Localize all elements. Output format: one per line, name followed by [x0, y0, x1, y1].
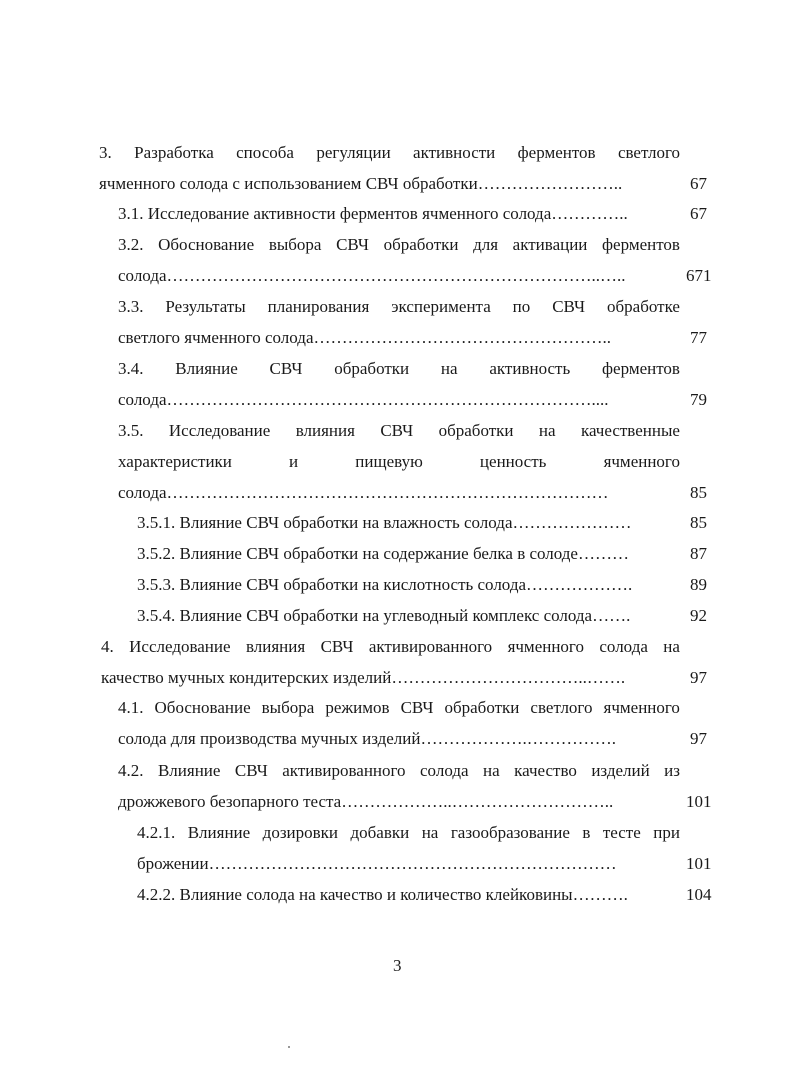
toc-word: на: [440, 359, 458, 378]
toc-entry-3-4-line2: солода…………………………………………………………………....: [118, 390, 609, 409]
toc-word: 3.5.: [118, 421, 144, 440]
toc-entry-4-1-line2: солода для производства мучных изделий……………….…………….: [118, 729, 616, 748]
toc-word: в: [582, 823, 591, 842]
toc-word: характеристики: [118, 452, 232, 471]
toc-word: для: [473, 235, 499, 254]
toc-entry-3-5-1-page: 85: [690, 513, 707, 532]
toc-entry-4-1-line1: [118, 698, 680, 720]
toc-word: ферментов: [602, 235, 680, 254]
toc-word: Разработка: [134, 143, 214, 162]
toc-word: пищевую: [355, 452, 423, 471]
toc-word: ферментов: [602, 359, 680, 378]
toc-word: выбора: [268, 235, 322, 254]
toc-word: СВЧ: [380, 421, 414, 440]
toc-word: Исследование: [168, 421, 271, 440]
toc-word: СВЧ: [552, 297, 586, 316]
toc-word: на: [538, 421, 556, 440]
toc-entry-3-3-line2: светлого ячменного солода……………………………………………..: [118, 328, 611, 347]
toc-entry-3-line2: ячменного солода с использованием СВЧ обработки……………………..: [99, 174, 623, 193]
toc-word: солода: [420, 761, 469, 780]
toc-entry-4-2-page: 101: [686, 792, 712, 811]
toc-word: и: [289, 452, 299, 471]
toc-word: по: [512, 297, 531, 316]
toc-entry-3-5-1: 3.5.1. Влияние СВЧ обработки на влажность солода…………………: [137, 513, 632, 532]
toc-word: Влияние: [175, 359, 238, 378]
toc-entry-4-1-page: 97: [690, 729, 707, 748]
toc-word: 3.2.: [118, 235, 144, 254]
toc-entry-3-3-page: 77: [690, 328, 707, 347]
toc-entry-3-5-4: 3.5.4. Влияние СВЧ обработки на углеводный комплекс солода…….: [137, 606, 631, 625]
toc-entry-3-5-line1: [118, 421, 680, 443]
toc-word: режимов: [325, 698, 390, 717]
toc-word: ячменного: [507, 637, 584, 656]
toc-entry-4-2-1-page: 101: [686, 854, 712, 873]
toc-entry-3-2-page: 671: [686, 266, 712, 285]
toc-word: СВЧ: [269, 359, 303, 378]
toc-entry-4-2-1-line2: брожении………………………………………………………………: [137, 854, 617, 873]
toc-word: из: [664, 761, 680, 780]
toc-word: на: [482, 761, 500, 780]
toc-entry-3-3-line1: [118, 297, 680, 319]
toc-word: ячменного: [603, 452, 680, 471]
toc-word: Исследование: [129, 637, 231, 656]
toc-entry-4-2-2: 4.2.2. Влияние солода на качество и количество клейковины……….: [137, 885, 628, 904]
toc-word: ферментов: [517, 143, 596, 162]
toc-word: дозировки: [262, 823, 339, 842]
toc-word: 3.: [99, 143, 112, 162]
toc-word: газообразование: [450, 823, 570, 842]
toc-word: ячменного: [603, 698, 680, 717]
toc-entry-3-1: 3.1. Исследование активности ферментов ячменного солода…………..: [118, 204, 628, 223]
toc-word: Влияние: [157, 761, 221, 780]
toc-word: светлого: [617, 143, 680, 162]
toc-entry-3-5-3: 3.5.3. Влияние СВЧ обработки на кислотность солода……………….: [137, 575, 633, 594]
toc-entry-4-page: 97: [690, 668, 707, 687]
toc-entry-3-line1: [99, 143, 680, 165]
toc-word: 4.2.: [118, 761, 144, 780]
toc-entry-4-2-line2: дрожжевого безопарного теста………………..………………………..: [118, 792, 614, 811]
toc-word: ценность: [479, 452, 547, 471]
toc-entry-3-5-2: 3.5.2. Влияние СВЧ обработки на содержание белка в солоде………: [137, 544, 629, 563]
toc-entry-3-5-line3: солода……………………………………………………………………: [118, 483, 609, 502]
toc-word: активированного: [282, 761, 406, 780]
toc-word: изделий: [591, 761, 650, 780]
toc-entry-3-5-2-page: 87: [690, 544, 707, 563]
toc-word: Результаты: [165, 297, 246, 316]
toc-word: 4.1.: [118, 698, 144, 717]
toc-word: солода: [599, 637, 648, 656]
toc-entry-3-page: 67: [690, 174, 707, 193]
toc-word: 3.3.: [118, 297, 144, 316]
toc-word: обработке: [607, 297, 680, 316]
toc-word: на: [421, 823, 439, 842]
toc-word: обработки: [334, 359, 410, 378]
toc-entry-3-4-line1: [118, 359, 680, 381]
toc-word: планирования: [267, 297, 370, 316]
toc-word: 4.: [101, 637, 114, 656]
toc-entry-3-5-4-page: 92: [690, 606, 707, 625]
toc-word: тесте: [602, 823, 641, 842]
toc-word: 4.2.1.: [137, 823, 176, 842]
toc-entry-3-4-page: 79: [690, 390, 707, 409]
toc-word: способа: [236, 143, 294, 162]
toc-entry-4-line1: [101, 637, 680, 659]
toc-word: при: [653, 823, 680, 842]
toc-word: СВЧ: [400, 698, 434, 717]
toc-word: влияния: [245, 637, 306, 656]
toc-word: качественные: [580, 421, 680, 440]
toc-word: обработки: [438, 421, 514, 440]
toc-entry-3-1-page: 67: [690, 204, 707, 223]
toc-entry-4-2-2-page: 104: [686, 885, 712, 904]
toc-entry-4-2-line1: [118, 761, 680, 783]
toc-word: обработки: [444, 698, 520, 717]
toc-word: активации: [512, 235, 588, 254]
toc-word: светлого: [530, 698, 593, 717]
toc-word: добавки: [350, 823, 410, 842]
toc-word: СВЧ: [320, 637, 354, 656]
toc-word: активированного: [368, 637, 493, 656]
toc-word: обработки: [383, 235, 459, 254]
toc-entry-3-2-line2: солода…………………………………………………………………..…..: [118, 266, 626, 285]
toc-word: выбора: [261, 698, 315, 717]
toc-word: СВЧ: [336, 235, 369, 254]
toc-word: эксперимента: [391, 297, 491, 316]
toc-word: на: [663, 637, 680, 656]
toc-entry-3-2-line1: [118, 235, 680, 257]
toc-entry-3-5-line2: [118, 452, 680, 474]
toc-entry-3-5-3-page: 89: [690, 575, 707, 594]
toc-word: влияния: [295, 421, 355, 440]
toc-word: 3.4.: [118, 359, 144, 378]
toc-entry-4-2-1-line1: [137, 823, 680, 845]
toc-word: регуляции: [316, 143, 391, 162]
toc-word: Обоснование: [158, 235, 255, 254]
toc-word: активность: [489, 359, 571, 378]
toc-word: качество: [514, 761, 577, 780]
toc-entry-4-line2: качество мучных кондитерских изделий……………………………..…….: [101, 668, 626, 687]
toc-word: активности: [413, 143, 496, 162]
toc-word: Влияние: [187, 823, 251, 842]
toc-word: СВЧ: [234, 761, 268, 780]
toc-word: Обоснование: [154, 698, 251, 717]
page-number: 3: [393, 956, 402, 975]
scan-speck: [288, 1046, 290, 1048]
toc-entry-3-5-page: 85: [690, 483, 707, 502]
